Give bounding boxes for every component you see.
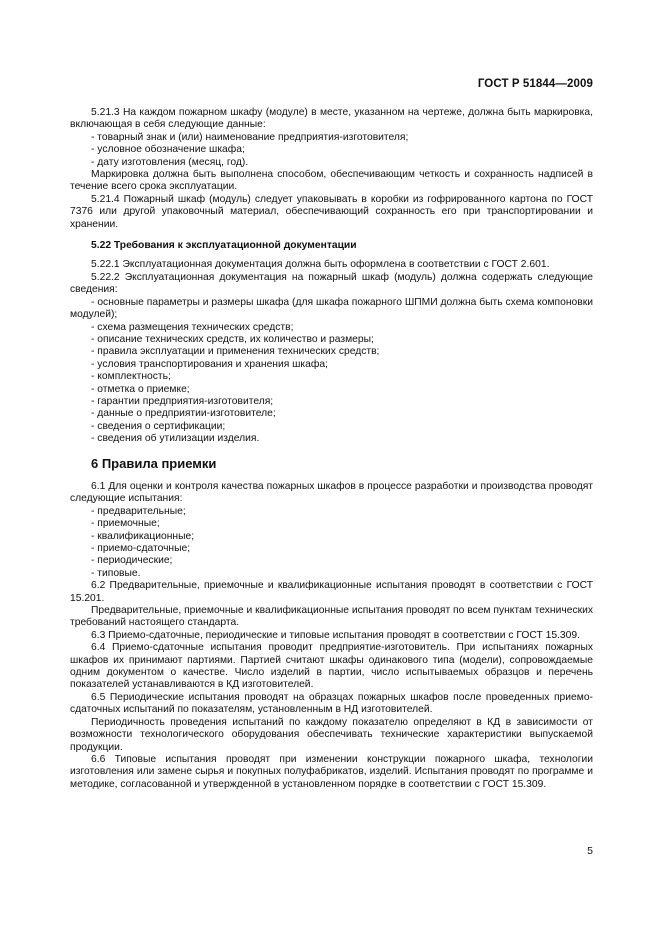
list-item: - условное обозначение шкафа; — [91, 144, 245, 156]
paragraph-marking: Маркировка должна быть выполнена способом, обеспечивающим четкость и сохранность надписей в течение всего срока эксплуатации. — [70, 169, 593, 193]
list-item: - типовые. — [91, 567, 141, 579]
paragraph-5-21-3: 5.21.3 На каждом пожарном шкафу (модуле) в месте, указанном на чертеже, должна быть маркировка, включающая в себя следующие данные: — [70, 107, 593, 131]
document-body — [70, 107, 593, 791]
paragraph-6-6: 6.6 Типовые испытания проводят при изменении конструкции пожарного шкафа, технологии изготовления или замене сырья и покупных полуфабрикатов, изделий. Испытания проводят по программе и методике, согласованной и утвержденной в установленном порядке в соответствии с ГОСТ 15.309. — [70, 753, 593, 790]
list-item: - описание технических средств, их количество и размеры; — [91, 333, 374, 345]
paragraph-6-3: 6.3 Приемо-сдаточные, периодические и типовые испытания проводят в соответствии с ГОСТ 15.309. — [91, 629, 580, 641]
list-item: - приемо-сдаточные; — [91, 543, 191, 554]
list-item: - основные параметры и размеры шкафа (для шкафа пожарного ШПМИ должна быть схема компоновки модулей); — [70, 296, 593, 321]
list-item: - сведения о сертификации; — [91, 420, 226, 432]
paragraph-6-2: 6.2 Предварительные, приемочные и квалификационные испытания проводят в соответствии с ГОСТ 15.201. — [70, 580, 593, 604]
list-item: - схема размещения технических средств; — [91, 321, 294, 333]
document-id: ГОСТ Р 51844—2009 — [477, 78, 593, 90]
list-item: - условия транспортирования и хранения шкафа; — [91, 358, 328, 370]
section-heading-6: 6 Правила приемки — [91, 455, 217, 471]
paragraph-6-5-b: Периодичность проведения испытаний по каждому показателю определяют в КД в зависимости от возможности технологического оборудования обеспечивать технические характеристики выпускаемой продукции. — [70, 716, 593, 753]
list-item: - отметка о приемке; — [91, 383, 190, 395]
list-item: - правила эксплуатации и применения технических средств; — [91, 346, 380, 358]
paragraph-5-21-4: 5.21.4 Пожарный шкаф (модуль) следует упаковывать в коробки из гофрированного картона по ГОСТ 7376 или другой упаковочный материал, обеспечивающий сохранность его при транспортировании и хранении. — [70, 193, 593, 230]
list-item: - товарный знак и (или) наименование предприятия-изготовителя; — [91, 131, 409, 143]
list-item: - данные о предприятии-изготовителе; — [91, 408, 276, 420]
list-item: - предварительные; — [91, 505, 186, 517]
list-item: - приемочные; — [91, 518, 160, 530]
page-number: 5 — [587, 845, 593, 857]
paragraph-6-4: 6.4 Приемо-сдаточные испытания проводит предприятие-изготовитель. При испытаниях пожарных шкафов их принимают партиями. Партией считают шкафы одинакового типа (модели), сопровождаемые одним документом о качестве. Число изделий в партии, число испытываемых образцов и перечень показателей устанавливаются в КД изготовителей. — [70, 642, 593, 691]
subsection-heading-5-22: 5.22 Требования к эксплуатационной документации — [91, 240, 357, 252]
list-item: - периодические; — [91, 555, 173, 567]
paragraph-6-5: 6.5 Периодические испытания проводят на образцах пожарных шкафов после проведенных приемо-сдаточных испытаний по показателям, установленным в НД изготовителей. — [70, 691, 593, 716]
paragraph-6-2-b: Предварительные, приемочные и квалификационные испытания проводят по всем пунктам технических требований настоящего стандарта. — [70, 605, 593, 629]
paragraph-5-22-1: 5.22.1 Эксплуатационная документация должна быть оформлена в соответствии с ГОСТ 2.601. — [91, 259, 550, 271]
paragraph-6-1: 6.1 Для оценки и контроля качества пожарных шкафов в процессе разработки и производства проводят следующие испытания: — [70, 480, 593, 505]
list-item: - квалификационные; — [91, 530, 195, 542]
paragraph-5-22-2: 5.22.2 Эксплуатационная документация на пожарный шкаф (модуль) должна содержать следующие сведения: — [70, 271, 593, 296]
list-item: - сведения об утилизации изделия. — [91, 433, 260, 445]
list-item: - комплектность; — [91, 371, 171, 383]
list-item: - дату изготовления (месяц, год). — [91, 156, 249, 168]
list-item: - гарантии предприятия-изготовителя; — [91, 395, 274, 407]
